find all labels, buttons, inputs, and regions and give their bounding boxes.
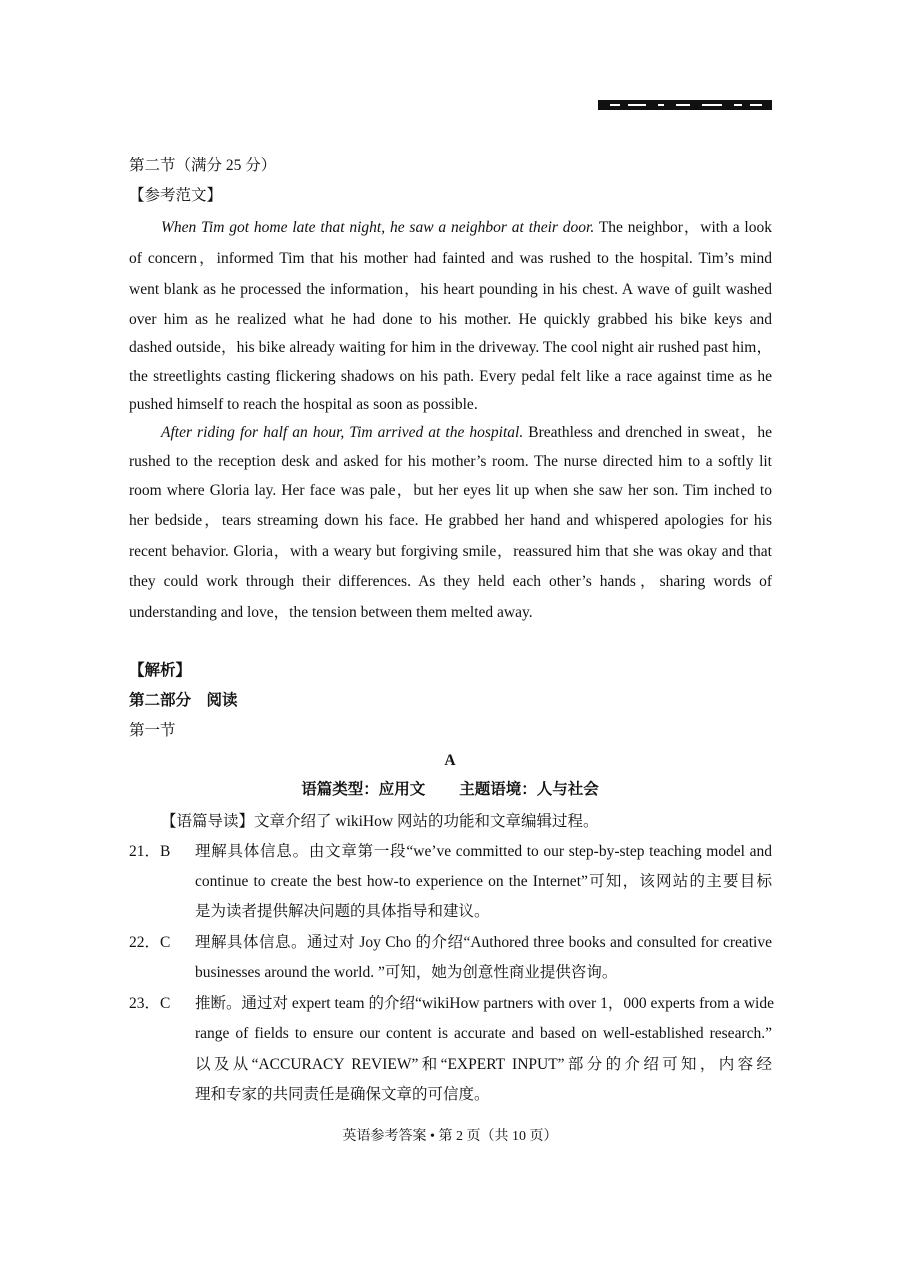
paragraph-line: over him as he realized what he had done to his mother. He quickly grabbed his bike keys and — [129, 311, 772, 328]
passage-letter: A — [444, 752, 456, 769]
paragraph-line: pushed himself to reach the hospital as soon as possible. — [129, 396, 478, 413]
page-footer: 英语参考答案 • 第 2 页（共 10 页） — [342, 1129, 558, 1144]
question-number: 22．C — [129, 934, 171, 951]
answer-line: businesses around the world. ”可知，她为创意性商业提供咨询。 — [195, 964, 618, 981]
paragraph-line: dashed outside，his bike already waiting for him in the driveway. The cool night air rushed past him， — [129, 339, 772, 356]
paragraph-line: understanding and love，the tension between them melted away. — [129, 604, 533, 621]
barcode-mark — [598, 100, 772, 110]
section-header: 第二节（满分 25 分） — [129, 157, 277, 174]
paragraph-line: of concern，informed Tim that his mother had fainted and was rushed to the hospital. Tim’s mind — [129, 250, 772, 267]
paragraph-line: her bedside，tears streaming down his face. He grabbed her hand and whispered apologies for his — [129, 512, 772, 529]
paragraph-line: recent behavior. Gloria，with a weary but forgiving smile，reassured him that she was okay and that — [129, 543, 772, 560]
paragraph-line: went blank as he processed the information，his heart pounding in his chest. A wave of guilt washed — [129, 281, 772, 298]
paragraph-line: the streetlights casting flickering shadows on his path. Every pedal felt like a race against time as he — [129, 368, 772, 385]
answer-line: 以及从“ACCURACY REVIEW”和“EXPERT INPUT”部分的介绍可知，内容经 — [195, 1056, 772, 1073]
paragraph-line: rushed to the reception desk and asked for his mother’s room. The nurse directed him to a softly lit — [129, 453, 772, 470]
analysis-label: 【解析】 — [129, 662, 192, 679]
paragraph-line: room where Gloria lay. Her face was pale，but her eyes lit up when she saw her son. Tim inched to — [129, 482, 772, 499]
answer-line: 理和专家的共同责任是确保文章的可信度。 — [195, 1086, 490, 1103]
passage-theme: 主题语境：人与社会 — [459, 781, 599, 798]
passage-intro: 【语篇导读】文章介绍了 wikiHow 网站的功能和文章编辑过程。 — [161, 813, 599, 830]
italic-lead-sentence: After riding for half an hour, Tim arrived at the hospital. — [161, 424, 524, 441]
answer-line: 是为读者提供解决问题的具体指导和建议。 — [195, 903, 490, 920]
passage-type: 语篇类型：应用文 — [301, 781, 426, 798]
answer-line: 理解具体信息。由文章第一段“we’ve committed to our step-by-step teaching model and — [195, 843, 772, 860]
passage-meta — [0, 780, 900, 800]
paragraph-line: When Tim got home late that night, he saw a neighbor at their door. The neighbor，with a look — [161, 219, 772, 236]
paragraph-line: they could work through their differences. As they held each other’s hands，sharing words of — [129, 573, 772, 590]
part-header: 第二部分 阅读 — [129, 692, 238, 709]
answer-line: 理解具体信息。通过对 Joy Cho 的介绍“Authored three books and consulted for creative — [195, 934, 772, 951]
model-essay-label: 【参考范文】 — [129, 187, 223, 204]
answer-line: range of fields to ensure our content is accurate and based on well-established research.” — [195, 1025, 772, 1042]
question-number: 21．B — [129, 843, 171, 860]
answer-line: 推断。通过对 expert team 的介绍“wikiHow partners with over 1，000 experts from a wide — [195, 995, 774, 1012]
italic-lead-sentence: When Tim got home late that night, he saw a neighbor at their door. — [161, 219, 595, 236]
paragraph-line: After riding for half an hour, Tim arrived at the hospital. Breathless and drenched in sweat，he — [161, 424, 772, 441]
answer-line: continue to create the best how-to experience on the Internet”可知，该网站的主要目标 — [195, 873, 772, 890]
question-number: 23．C — [129, 995, 171, 1012]
section1-header: 第一节 — [129, 722, 176, 739]
